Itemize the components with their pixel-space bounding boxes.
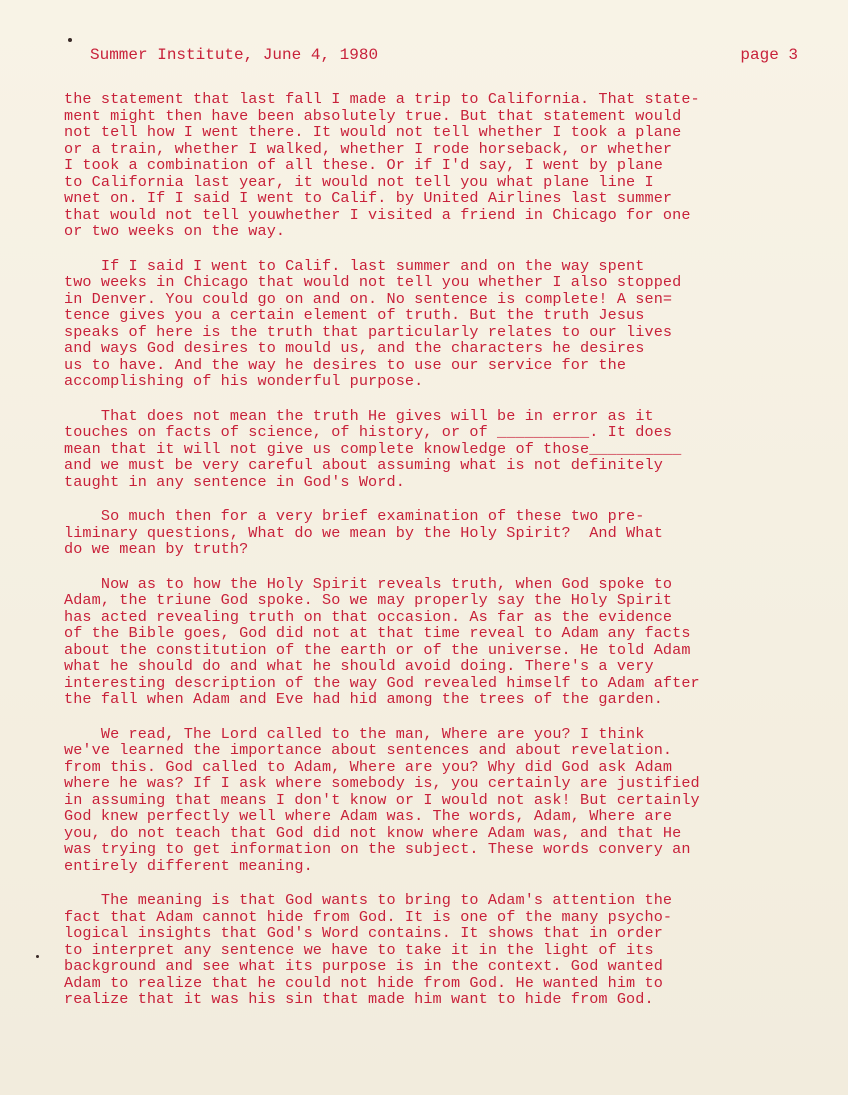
- text-line: not tell how I went there. It would not tell whether I took a plane: [64, 123, 682, 141]
- page-number: page 3: [740, 46, 798, 64]
- text-line: The meaning is that God wants to bring to Adam's attention the: [64, 891, 673, 909]
- text-line: Adam to realize that he could not hide from God. He wanted him to: [64, 973, 663, 992]
- text-line: to California last year, it would not tell you what plane line I: [64, 172, 654, 191]
- text-line: in assuming that means I don't know or I would not ask! But certainly: [64, 790, 700, 809]
- text-line: or two weeks on the way.: [64, 222, 286, 240]
- document-body: [64, 91, 812, 1026]
- text-line: the fall when Adam and Eve had hid among the trees of the garden.: [64, 690, 663, 708]
- text-line: and we must be very careful about assuming what is not definitely: [64, 456, 663, 474]
- page-header: [90, 46, 798, 68]
- text-line: logical insights that God's Word contains. It shows that in order: [64, 924, 663, 942]
- text-line: of the Bible goes, God did not at that time reveal to Adam any facts: [64, 624, 691, 642]
- paragraph: [64, 508, 812, 558]
- margin-mark: [68, 38, 72, 42]
- text-line: liminary questions, What do we mean by the Holy Spirit? And What: [64, 523, 663, 542]
- text-line: do we mean by truth?: [64, 540, 249, 558]
- text-line: ment might then have been absolutely true. But that statement would: [64, 106, 682, 125]
- text-line: what he should do and what he should avoid doing. There's a very: [64, 657, 654, 675]
- text-line: the statement that last fall I made a trip to California. That state-: [64, 90, 700, 108]
- text-line: mean that it will not give us complete knowledge of those__________: [64, 439, 682, 458]
- text-line: God knew perfectly well where Adam was. The words, Adam, Where are: [64, 807, 673, 825]
- text-line: So much then for a very brief examination of these two pre-: [64, 507, 645, 525]
- header-title: Summer Institute, June 4, 1980: [90, 46, 379, 64]
- text-line: interesting description of the way God revealed himself to Adam after: [64, 673, 700, 692]
- text-line: two weeks in Chicago that would not tell you whether I also stopped: [64, 273, 682, 291]
- paragraph: [64, 91, 812, 240]
- paragraph: [64, 408, 812, 491]
- text-line: has acted revealing truth on that occasion. As far as the evidence: [64, 607, 673, 626]
- paragraph: [64, 576, 812, 708]
- text-line: in Denver. You could go on and on. No sentence is complete! A sen=: [64, 289, 673, 308]
- text-line: Adam, the triune God spoke. So we may properly say the Holy Spirit: [64, 591, 673, 609]
- text-line: us to have. And the way he desires to use our service for the: [64, 355, 627, 374]
- text-line: we've learned the importance about sentences and about revelation.: [64, 741, 673, 759]
- margin-mark: [36, 955, 39, 958]
- text-line: that would not tell youwhether I visited a friend in Chicago for one: [64, 205, 691, 224]
- text-line: realize that it was his sin that made him want to hide from God.: [64, 990, 654, 1008]
- text-line: where he was? If I ask where somebody is, you certainly are justified: [64, 774, 700, 792]
- text-line: fact that Adam cannot hide from God. It is one of the many psycho-: [64, 907, 673, 926]
- text-line: entirely different meaning.: [64, 856, 313, 875]
- text-line: tence gives you a certain element of truth. But the truth Jesus: [64, 306, 645, 324]
- paragraph: [64, 726, 812, 875]
- text-line: or a train, whether I walked, whether I rode horseback, or whether: [64, 139, 673, 158]
- text-line: We read, The Lord called to the man, Where are you? I think: [64, 724, 645, 743]
- text-line: Now as to how the Holy Spirit reveals truth, when God spoke to: [64, 574, 673, 593]
- text-line: wnet on. If I said I went to Calif. by United Airlines last summer: [64, 189, 673, 207]
- text-line: from this. God called to Adam, Where are you? Why did God ask Adam: [64, 757, 673, 776]
- text-line: about the constitution of the earth or of the universe. He told Adam: [64, 640, 691, 659]
- text-line: and ways God desires to mould us, and the characters he desires: [64, 339, 645, 357]
- text-line: background and see what its purpose is in the context. God wanted: [64, 957, 663, 975]
- paragraph: [64, 892, 812, 1008]
- text-line: accomplishing of his wonderful purpose.: [64, 372, 424, 390]
- paragraph: [64, 258, 812, 390]
- text-line: touches on facts of science, of history, or of __________. It does: [64, 423, 673, 441]
- text-line: to interpret any sentence we have to take it in the light of its: [64, 940, 654, 959]
- text-line: was trying to get information on the subject. These words convery an: [64, 840, 691, 858]
- text-line: speaks of here is the truth that particularly relates to our lives: [64, 322, 673, 341]
- text-line: That does not mean the truth He gives will be in error as it: [64, 406, 654, 425]
- text-line: you, do not teach that God did not know where Adam was, and that He: [64, 823, 682, 842]
- text-line: I took a combination of all these. Or if I'd say, I went by plane: [64, 156, 663, 174]
- text-line: If I said I went to Calif. last summer and on the way spent: [64, 256, 645, 275]
- text-line: taught in any sentence in God's Word.: [64, 472, 405, 491]
